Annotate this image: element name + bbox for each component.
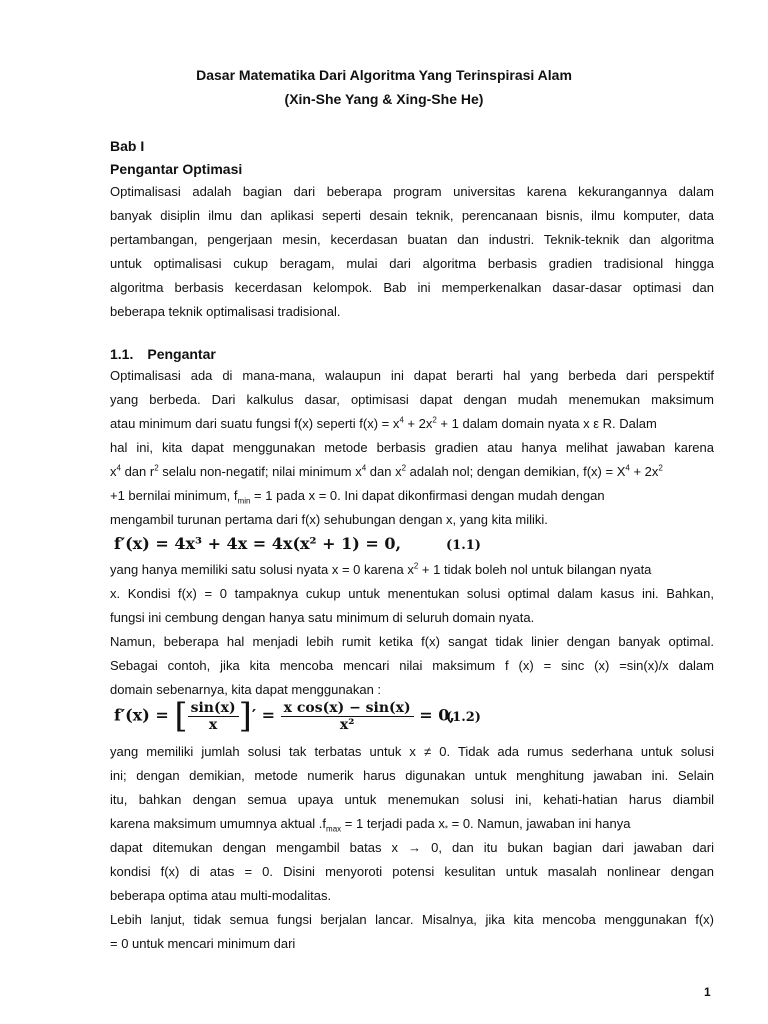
paragraph-line: Namun, beberapa hal menjadi lebih rumit ketika f(x) sangat tidak linier dengan banyak optimal. — [110, 634, 714, 649]
paragraph-line: fungsi ini cembung dengan hanya satu minimum di seluruh domain nyata. — [110, 610, 535, 625]
paragraph-line: kondisi f(x) di atas = 0. Disini menyoroti potensi kesulitan untuk masalah nonlinear dengan — [110, 864, 714, 879]
paragraph-line: x. Kondisi f(x) = 0 tampaknya cukup untuk menentukan solusi optimal dalam kasus ini. Bahkan, — [110, 586, 714, 601]
chapter-label: Bab I — [110, 138, 145, 154]
equation-1-2: f′(x) = [ $\frac{\sin(x)}{x}$ ]′ = $\frac{\text{x cos(x) − sin(x)}}{\text{x²}}$ = 0, — [114, 696, 455, 736]
paragraph-line: mengambil turunan pertama dari f(x) sehubungan dengan x, yang kita miliki. — [110, 512, 548, 527]
intro-line: Optimalisasi adalah bagian dari beberapa program universitas karena kekurangannya dalam — [110, 184, 714, 199]
paragraph-line: domain sebenarnya, kita dapat menggunakan : — [110, 682, 382, 697]
paragraph-line: ini; dengan demikian, metode numerik harus digunakan untuk menghitung jawaban ini. Selain — [110, 768, 714, 783]
paragraph-line: dapat ditemukan dengan mengambil batas x → 0, dan itu bukan bagian dari jawaban dari — [110, 840, 714, 855]
paragraph-line: atau minimum dari suatu fungsi f(x) seperti $f(x) = x^4 + 2x^2 + 1$ dalam domain nyata x ε R. Dalam — [110, 415, 657, 431]
paragraph-line: Sebagai contoh, jika kita mencoba mencari nilai maksimum f (x) = sinc (x) =sin(x)/x dalam — [110, 658, 714, 673]
section-title: Pengantar — [147, 346, 216, 362]
page-number: 1 — [704, 985, 711, 999]
intro-line: untuk optimalisasi cukup beragam, mulai dari algoritma berbasis gradien tradisional hingga — [110, 256, 714, 271]
chapter-title: Pengantar Optimasi — [110, 161, 243, 177]
paragraph-line: beberapa optima atau multi-modalitas. — [110, 888, 332, 903]
intro-line: beberapa teknik optimalisasi tradisional. — [110, 304, 341, 319]
paragraph-line: yang hanya memiliki satu solusi nyata x = 0 karena $x^2 + 1$ tidak boleh nol untuk bilangan nyata — [110, 561, 652, 577]
paragraph-line: Optimalisasi ada di mana-mana, walaupun ini dapat berarti hal yang berbeda dari perspektif — [110, 368, 714, 383]
equation-number-1-2: (1.2) — [446, 710, 481, 725]
paragraph-line: yang memiliki jumlah solusi tak terbatas untuk x ≠ 0. Tidak ada rumus sederhana untuk solusi — [110, 744, 714, 759]
paragraph-3 — [110, 740, 714, 956]
paragraph-line: Lebih lanjut, tidak semua fungsi berjalan lancar. Misalnya, jika kita mencoba menggunakan f(x) — [110, 912, 714, 927]
intro-line: pertambangan, pengerjaan mesin, kecerdasan buatan dan industri. Teknik-teknik dan algoritma — [110, 232, 714, 247]
equation-number-1-1: (1.1) — [446, 538, 481, 553]
paragraph-line: itu, bahkan dengan semua upaya untuk menemukan solusi ini, kehati-hatian harus diambil — [110, 792, 714, 807]
intro-paragraph — [110, 180, 714, 324]
intro-line: banyak disiplin ilmu dan aplikasi seperti desain teknik, perencanaan bisnis, ilmu komputer, data — [110, 208, 714, 223]
section-heading — [110, 346, 216, 362]
paragraph-line: = 0 untuk mencari minimum dari — [110, 936, 296, 951]
intro-line: algoritma berbasis kecerdasan kelompok. Bab ini memperkenalkan dasar-dasar optimasi dan — [110, 280, 714, 295]
section-number: 1.1. — [110, 346, 134, 362]
paragraph-line: karena maksimum umumnya aktual $.f_{max} = 1$ terjadi pada $x_* = 0$. Namun, jawaban ini hanya — [110, 816, 631, 834]
paragraph-line: yang berbeda. Dari kalkulus dasar, optimisasi dapat dengan mudah menemukan maksimum — [110, 392, 714, 407]
paragraph-line: hal ini, kita dapat menggunakan metode berbasis gradien atau hanya melihat jawaban karena — [110, 440, 714, 455]
paragraph-line: $x^4$ dan $r^2$ selalu non-negatif; nilai minimum $x^4$ dan $x^2$ adalah nol; dengan demikian, $f(x) = X^4 + 2x^2$ — [110, 463, 663, 479]
paragraph-2 — [110, 558, 714, 702]
paragraph-line: +1 bernilai minimum, $f_{min} = 1$ pada x = 0. Ini dapat dikonfirmasi dengan mudah dengan — [110, 488, 605, 506]
equation-1-1: f′(x) = 4x³ + 4x = 4x(x² + 1) = 0, — [114, 534, 402, 553]
document-authors: (Xin-She Yang & Xing-She He) — [284, 91, 484, 107]
paragraph-1 — [110, 364, 714, 532]
document-title: Dasar Matematika Dari Algoritma Yang Terinspirasi Alam — [196, 67, 572, 83]
